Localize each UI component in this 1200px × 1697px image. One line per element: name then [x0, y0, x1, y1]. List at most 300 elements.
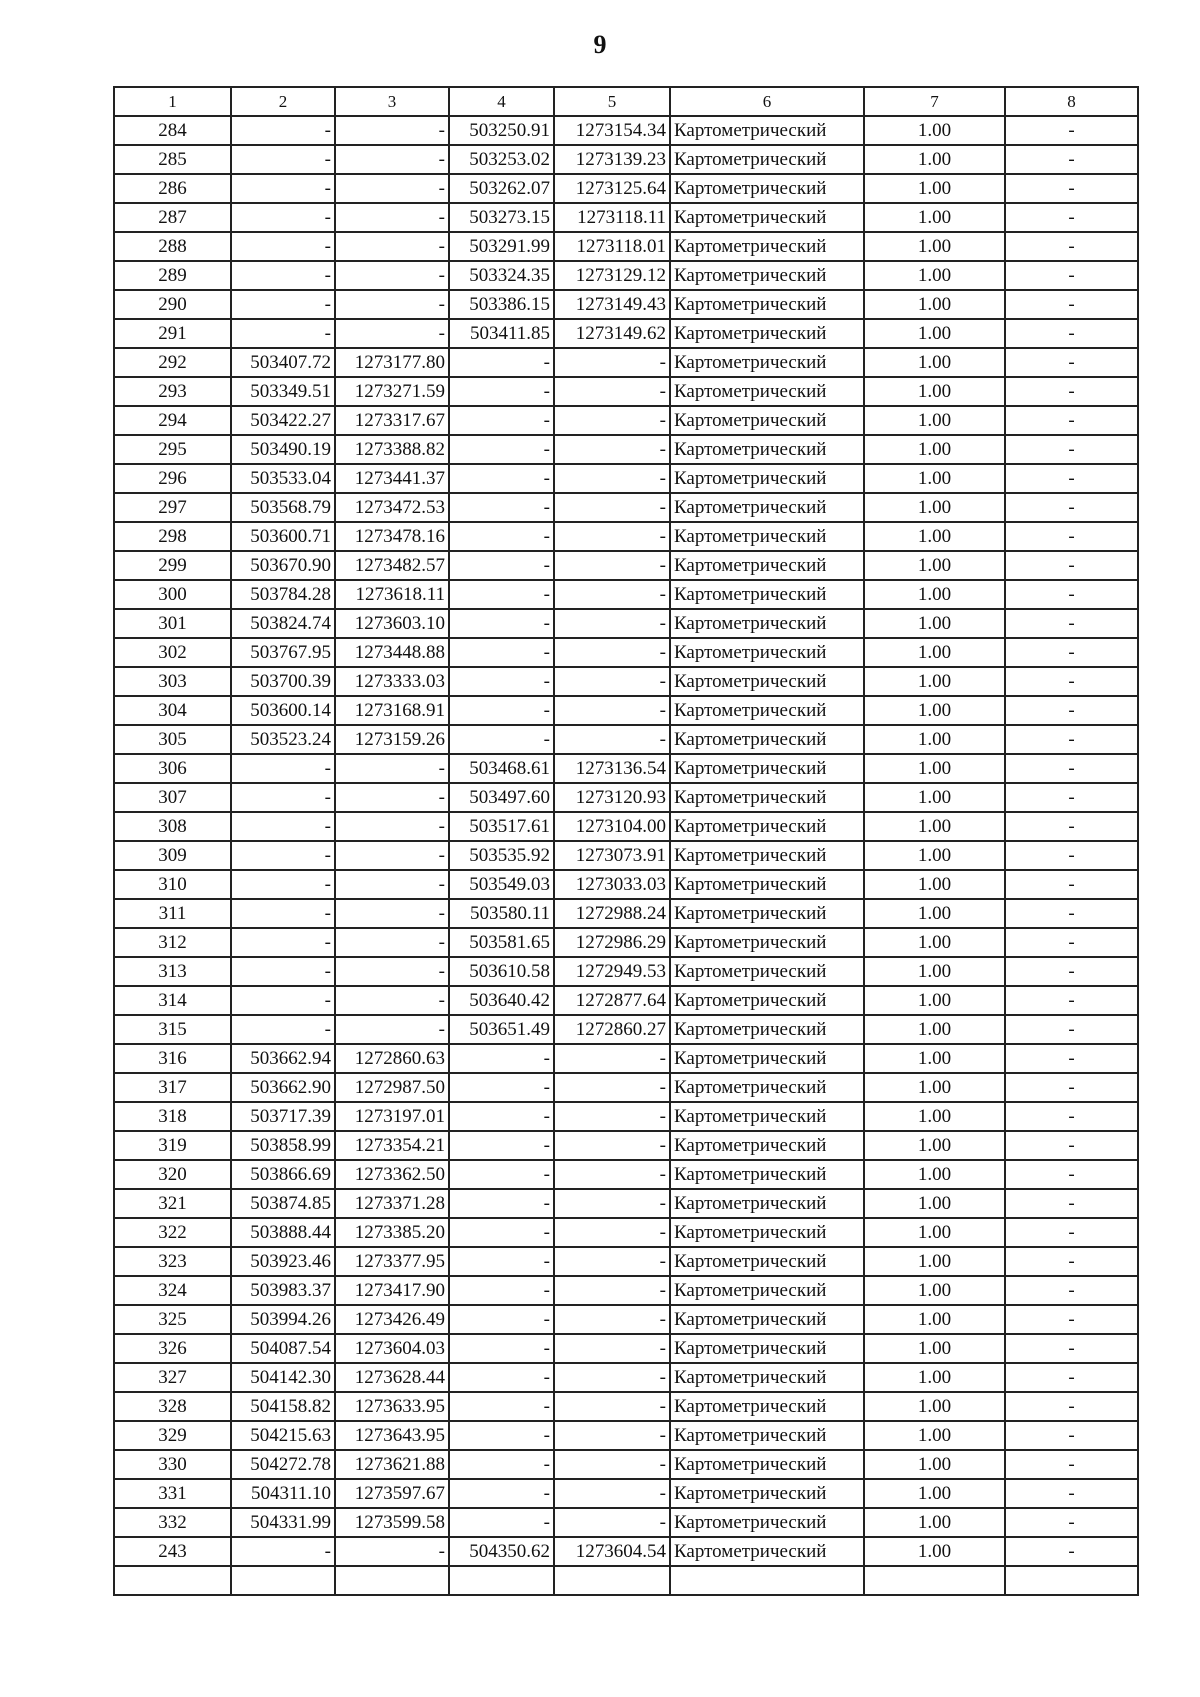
table-cell: -	[1005, 667, 1138, 696]
table-cell: Картометрический	[670, 348, 864, 377]
table-cell: -	[1005, 638, 1138, 667]
table-row	[114, 551, 1138, 580]
table-cell: 1.00	[864, 1537, 1005, 1566]
table-cell: 1.00	[864, 1073, 1005, 1102]
table-cell: 503923.46	[231, 1247, 335, 1276]
table-cell: 1273177.80	[335, 348, 449, 377]
table-row	[114, 1363, 1138, 1392]
table-cell: 503549.03	[449, 870, 554, 899]
table-cell: 1.00	[864, 754, 1005, 783]
table-cell: 1.00	[864, 1479, 1005, 1508]
table-row	[114, 1334, 1138, 1363]
table-cell: 503349.51	[231, 377, 335, 406]
table-cell: 1273604.54	[554, 1537, 670, 1566]
table-cell: 325	[114, 1305, 231, 1334]
table-cell: 1.00	[864, 1044, 1005, 1073]
table-cell: -	[231, 261, 335, 290]
table-cell: 1.00	[864, 1421, 1005, 1450]
table-cell: -	[335, 899, 449, 928]
table-cell: -	[1005, 406, 1138, 435]
table-cell: -	[1005, 725, 1138, 754]
table-cell: -	[335, 116, 449, 145]
table-cell: 1272988.24	[554, 899, 670, 928]
header-row	[114, 87, 1138, 116]
table-cell: 503994.26	[231, 1305, 335, 1334]
table-row	[114, 754, 1138, 783]
table-cell: -	[231, 232, 335, 261]
table-row	[114, 203, 1138, 232]
empty-cell	[864, 1566, 1005, 1595]
table-cell: 503662.94	[231, 1044, 335, 1073]
table-cell: 314	[114, 986, 231, 1015]
table-row	[114, 1073, 1138, 1102]
table-cell: -	[335, 174, 449, 203]
table-cell: 1273643.95	[335, 1421, 449, 1450]
table-cell: Картометрический	[670, 1363, 864, 1392]
table-cell: -	[231, 957, 335, 986]
table-cell: 1.00	[864, 1276, 1005, 1305]
table-cell: Картометрический	[670, 696, 864, 725]
table-cell: -	[449, 1160, 554, 1189]
table-row	[114, 1015, 1138, 1044]
table-cell: 1.00	[864, 986, 1005, 1015]
table-cell: 1273377.95	[335, 1247, 449, 1276]
table-cell: 295	[114, 435, 231, 464]
table-cell: -	[1005, 203, 1138, 232]
table-cell: -	[231, 928, 335, 957]
table-cell: Картометрический	[670, 1508, 864, 1537]
table-cell: Картометрический	[670, 1479, 864, 1508]
table-cell: 286	[114, 174, 231, 203]
table-cell: -	[231, 290, 335, 319]
table-cell: -	[449, 1421, 554, 1450]
table-cell: -	[554, 348, 670, 377]
table-cell: 1.00	[864, 435, 1005, 464]
table-cell: 287	[114, 203, 231, 232]
table-cell: 296	[114, 464, 231, 493]
table-cell: 1273633.95	[335, 1392, 449, 1421]
table-cell: 1273599.58	[335, 1508, 449, 1537]
table-cell: -	[335, 928, 449, 957]
table-cell: -	[1005, 812, 1138, 841]
table-cell: 1273333.03	[335, 667, 449, 696]
table-cell: -	[1005, 261, 1138, 290]
table-cell: -	[231, 812, 335, 841]
coordinates-table	[113, 86, 1139, 1596]
table-cell: -	[449, 1189, 554, 1218]
table-cell: Картометрический	[670, 1450, 864, 1479]
table-cell: 503533.04	[231, 464, 335, 493]
table-cell: 1.00	[864, 1160, 1005, 1189]
table-cell: -	[554, 667, 670, 696]
table-cell: Картометрический	[670, 1073, 864, 1102]
table-row	[114, 116, 1138, 145]
table-cell: 503983.37	[231, 1276, 335, 1305]
table-cell: -	[449, 667, 554, 696]
table-cell: -	[554, 377, 670, 406]
table-row	[114, 1450, 1138, 1479]
table-cell: 1.00	[864, 1189, 1005, 1218]
table-cell: 298	[114, 522, 231, 551]
table-cell: 322	[114, 1218, 231, 1247]
table-cell: 1.00	[864, 638, 1005, 667]
empty-cell	[554, 1566, 670, 1595]
table-cell: -	[1005, 580, 1138, 609]
table-cell: Картометрический	[670, 1131, 864, 1160]
table-cell: 1273118.01	[554, 232, 670, 261]
table-cell: 1.00	[864, 232, 1005, 261]
table-cell: -	[1005, 609, 1138, 638]
table-cell: -	[1005, 464, 1138, 493]
table-cell: -	[1005, 174, 1138, 203]
table-row	[114, 232, 1138, 261]
table-row	[114, 1305, 1138, 1334]
table-cell: 1.00	[864, 1363, 1005, 1392]
table-cell: 1.00	[864, 696, 1005, 725]
table-cell: 503535.92	[449, 841, 554, 870]
table-row	[114, 522, 1138, 551]
table-cell: 1273426.49	[335, 1305, 449, 1334]
empty-cell	[449, 1566, 554, 1595]
table-row	[114, 928, 1138, 957]
table-cell: -	[335, 783, 449, 812]
table-cell: -	[449, 464, 554, 493]
table-cell: -	[554, 1334, 670, 1363]
table-cell: 1.00	[864, 377, 1005, 406]
table-cell: Картометрический	[670, 841, 864, 870]
table-cell: -	[449, 406, 554, 435]
table-cell: 1272877.64	[554, 986, 670, 1015]
table-cell: -	[554, 1479, 670, 1508]
table-cell: -	[554, 522, 670, 551]
table-cell: -	[554, 1073, 670, 1102]
table-cell: -	[554, 725, 670, 754]
table-cell: Картометрический	[670, 1189, 864, 1218]
table-row	[114, 725, 1138, 754]
table-cell: -	[554, 1508, 670, 1537]
table-cell: 503250.91	[449, 116, 554, 145]
table-cell: Картометрический	[670, 1102, 864, 1131]
table-cell: 1.00	[864, 1015, 1005, 1044]
table-cell: -	[449, 522, 554, 551]
table-cell: -	[449, 1131, 554, 1160]
table-cell: -	[554, 1044, 670, 1073]
table-cell: 503411.85	[449, 319, 554, 348]
table-cell: 503888.44	[231, 1218, 335, 1247]
table-cell: -	[335, 841, 449, 870]
table-cell: 328	[114, 1392, 231, 1421]
table-cell: 319	[114, 1131, 231, 1160]
column-header: 4	[449, 87, 554, 116]
table-row	[114, 348, 1138, 377]
table-cell: 504142.30	[231, 1363, 335, 1392]
table-cell: Картометрический	[670, 435, 864, 464]
table-cell: 503386.15	[449, 290, 554, 319]
table-cell: 1.00	[864, 1305, 1005, 1334]
table-row	[114, 1479, 1138, 1508]
table-cell: Картометрический	[670, 232, 864, 261]
table-cell: 289	[114, 261, 231, 290]
table-cell: -	[449, 493, 554, 522]
table-cell: Картометрический	[670, 1392, 864, 1421]
table-cell: -	[1005, 1334, 1138, 1363]
table-cell: 1272949.53	[554, 957, 670, 986]
table-cell: -	[449, 1450, 554, 1479]
table-row	[114, 1160, 1138, 1189]
table-cell: -	[1005, 493, 1138, 522]
table-cell: Картометрический	[670, 609, 864, 638]
table-cell: 324	[114, 1276, 231, 1305]
table-cell: 503517.61	[449, 812, 554, 841]
table-cell: -	[449, 580, 554, 609]
table-cell: 1.00	[864, 1131, 1005, 1160]
table-cell: -	[231, 1537, 335, 1566]
empty-cell	[1005, 1566, 1138, 1595]
table-cell: 1273472.53	[335, 493, 449, 522]
table-cell: Картометрический	[670, 1015, 864, 1044]
table-cell: 1273482.57	[335, 551, 449, 580]
table-row	[114, 174, 1138, 203]
table-cell: Картометрический	[670, 928, 864, 957]
table-cell: Картометрический	[670, 667, 864, 696]
table-cell: 1.00	[864, 406, 1005, 435]
table-cell: 1.00	[864, 1247, 1005, 1276]
table-cell: 305	[114, 725, 231, 754]
table-cell: -	[554, 609, 670, 638]
table-cell: 1.00	[864, 1334, 1005, 1363]
table-cell: 1273125.64	[554, 174, 670, 203]
table-cell: -	[1005, 1160, 1138, 1189]
table-body	[114, 87, 1138, 1595]
table-cell: 1.00	[864, 1450, 1005, 1479]
table-cell: -	[335, 957, 449, 986]
table-cell: 503262.07	[449, 174, 554, 203]
table-cell: -	[1005, 116, 1138, 145]
table-cell: 312	[114, 928, 231, 957]
table-cell: -	[1005, 870, 1138, 899]
table-cell: 1.00	[864, 812, 1005, 841]
table-cell: 309	[114, 841, 231, 870]
table-cell: -	[1005, 290, 1138, 319]
table-cell: -	[1005, 783, 1138, 812]
table-cell: -	[335, 986, 449, 1015]
table-cell: 321	[114, 1189, 231, 1218]
table-cell: 1273385.20	[335, 1218, 449, 1247]
table-cell: 503422.27	[231, 406, 335, 435]
table-cell: Картометрический	[670, 725, 864, 754]
table-cell: -	[1005, 1392, 1138, 1421]
table-cell: 1273388.82	[335, 435, 449, 464]
table-cell: 1.00	[864, 522, 1005, 551]
table-cell: -	[1005, 986, 1138, 1015]
table-cell: -	[1005, 1421, 1138, 1450]
table-cell: -	[1005, 1218, 1138, 1247]
table-cell: 1.00	[864, 609, 1005, 638]
table-cell: Картометрический	[670, 1334, 864, 1363]
table-cell: -	[335, 290, 449, 319]
table-cell: 503784.28	[231, 580, 335, 609]
table-cell: -	[554, 580, 670, 609]
table-row	[114, 1218, 1138, 1247]
table-cell: 285	[114, 145, 231, 174]
empty-row	[114, 1566, 1138, 1595]
table-cell: 1273448.88	[335, 638, 449, 667]
table-cell: -	[231, 145, 335, 174]
table-cell: Картометрический	[670, 957, 864, 986]
table-row	[114, 435, 1138, 464]
table-cell: Картометрический	[670, 145, 864, 174]
table-cell: 301	[114, 609, 231, 638]
table-cell: 1.00	[864, 928, 1005, 957]
table-cell: -	[554, 551, 670, 580]
table-row	[114, 1131, 1138, 1160]
table-cell: 1272987.50	[335, 1073, 449, 1102]
table-cell: Картометрический	[670, 174, 864, 203]
table-row	[114, 377, 1138, 406]
table-cell: -	[1005, 1305, 1138, 1334]
table-cell: Картометрический	[670, 551, 864, 580]
table-cell: -	[554, 1102, 670, 1131]
table-cell: -	[335, 203, 449, 232]
table-row	[114, 1044, 1138, 1073]
table-cell: 1273621.88	[335, 1450, 449, 1479]
table-cell: 299	[114, 551, 231, 580]
table-cell: 1.00	[864, 319, 1005, 348]
table-row	[114, 1537, 1138, 1566]
table-cell: 503610.58	[449, 957, 554, 986]
table-cell: 332	[114, 1508, 231, 1537]
table-cell: Картометрический	[670, 1276, 864, 1305]
table-cell: 318	[114, 1102, 231, 1131]
page-number: 9	[593, 30, 607, 59]
column-header: 8	[1005, 87, 1138, 116]
table-cell: -	[449, 725, 554, 754]
table-cell: 503874.85	[231, 1189, 335, 1218]
table-cell: -	[449, 1276, 554, 1305]
table-cell: Картометрический	[670, 580, 864, 609]
table-cell: 1273362.50	[335, 1160, 449, 1189]
table-cell: 1273603.10	[335, 609, 449, 638]
table-cell: 331	[114, 1479, 231, 1508]
table-cell: -	[1005, 319, 1138, 348]
table-cell: 308	[114, 812, 231, 841]
table-cell: 1273104.00	[554, 812, 670, 841]
table-cell: -	[335, 754, 449, 783]
table-cell: Картометрический	[670, 319, 864, 348]
table-row	[114, 493, 1138, 522]
table-cell: 1273417.90	[335, 1276, 449, 1305]
table-cell: 503640.42	[449, 986, 554, 1015]
table-cell: -	[449, 1073, 554, 1102]
table-cell: 1273149.43	[554, 290, 670, 319]
table-row	[114, 145, 1138, 174]
table-cell: 503324.35	[449, 261, 554, 290]
table-cell: 317	[114, 1073, 231, 1102]
table-cell: 316	[114, 1044, 231, 1073]
table-cell: 1273317.67	[335, 406, 449, 435]
table-cell: -	[1005, 957, 1138, 986]
table-cell: Картометрический	[670, 1160, 864, 1189]
table-cell: 1.00	[864, 261, 1005, 290]
table-cell: -	[335, 1015, 449, 1044]
table-cell: 1273073.91	[554, 841, 670, 870]
table-row	[114, 696, 1138, 725]
table-row	[114, 261, 1138, 290]
table-cell: 1273154.34	[554, 116, 670, 145]
table-cell: 1.00	[864, 116, 1005, 145]
table-cell: Картометрический	[670, 870, 864, 899]
table-cell: -	[231, 783, 335, 812]
table-cell: 503651.49	[449, 1015, 554, 1044]
table-cell: 1.00	[864, 1218, 1005, 1247]
table-cell: Картометрический	[670, 638, 864, 667]
table-cell: 1272986.29	[554, 928, 670, 957]
table-cell: 284	[114, 116, 231, 145]
table-cell: -	[1005, 1537, 1138, 1566]
table-cell: -	[554, 1421, 670, 1450]
table-cell: 293	[114, 377, 231, 406]
table-cell: -	[335, 870, 449, 899]
table-cell: Картометрический	[670, 290, 864, 319]
empty-cell	[670, 1566, 864, 1595]
table-cell: 503700.39	[231, 667, 335, 696]
table-cell: -	[1005, 232, 1138, 261]
table-cell: 310	[114, 870, 231, 899]
table-cell: -	[1005, 1450, 1138, 1479]
table-cell: 504215.63	[231, 1421, 335, 1450]
table-cell: 1273618.11	[335, 580, 449, 609]
table-cell: 504087.54	[231, 1334, 335, 1363]
table-cell: 1273159.26	[335, 725, 449, 754]
table-cell: 300	[114, 580, 231, 609]
table-cell: -	[231, 319, 335, 348]
table-cell: 297	[114, 493, 231, 522]
table-cell: 503858.99	[231, 1131, 335, 1160]
table-row	[114, 783, 1138, 812]
table-cell: -	[449, 1044, 554, 1073]
table-cell: 304	[114, 696, 231, 725]
table-cell: -	[335, 145, 449, 174]
table-cell: 504311.10	[231, 1479, 335, 1508]
column-header: 7	[864, 87, 1005, 116]
table-cell: -	[554, 638, 670, 667]
table-cell: 1272860.27	[554, 1015, 670, 1044]
table-cell: 311	[114, 899, 231, 928]
table-cell: -	[1005, 551, 1138, 580]
table-cell: 306	[114, 754, 231, 783]
table-cell: -	[554, 464, 670, 493]
table-row	[114, 1247, 1138, 1276]
table-cell: -	[1005, 899, 1138, 928]
column-header: 6	[670, 87, 864, 116]
empty-cell	[231, 1566, 335, 1595]
table-cell: -	[231, 870, 335, 899]
table-row	[114, 609, 1138, 638]
table-cell: 503568.79	[231, 493, 335, 522]
table-cell: -	[449, 609, 554, 638]
table-cell: -	[449, 1305, 554, 1334]
table-cell: -	[1005, 1276, 1138, 1305]
table-cell: -	[554, 1218, 670, 1247]
table-cell: -	[231, 899, 335, 928]
table-cell: -	[554, 493, 670, 522]
table-cell: -	[449, 377, 554, 406]
table-row	[114, 638, 1138, 667]
table-row	[114, 406, 1138, 435]
table-cell: 323	[114, 1247, 231, 1276]
table-cell: -	[449, 1334, 554, 1363]
table-cell: Картометрический	[670, 986, 864, 1015]
